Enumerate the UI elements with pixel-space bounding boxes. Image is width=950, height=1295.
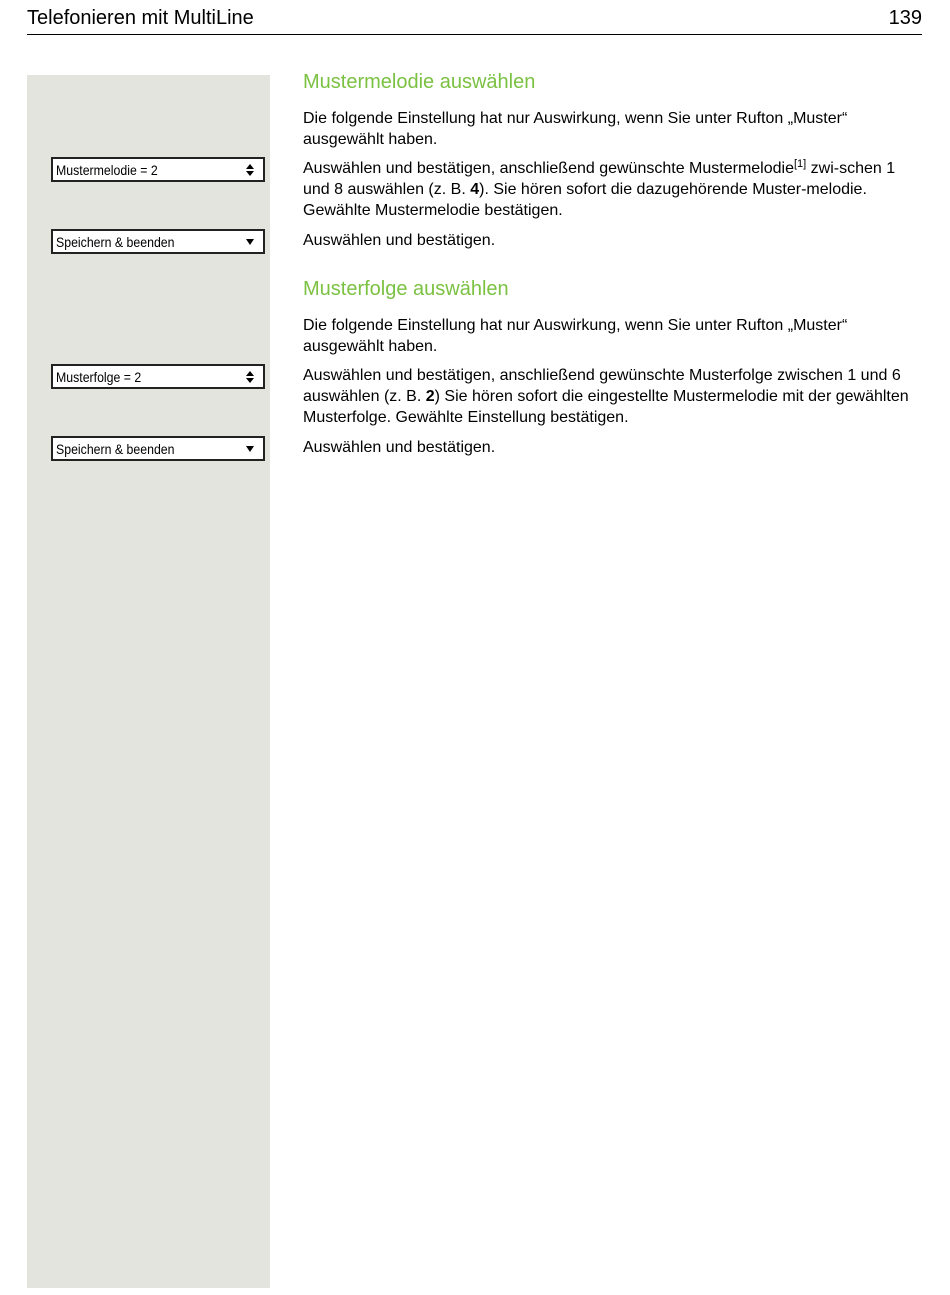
example-value: 2 (425, 388, 435, 405)
header-title: Telefonieren mit MultiLine (27, 7, 254, 29)
section-heading: Mustermelodie auswählen (303, 71, 536, 93)
menu-item-label: Musterfolge = 2 (56, 369, 142, 385)
instruction-step (303, 158, 925, 221)
instruction-step: Auswählen und bestätigen. (303, 232, 496, 249)
instruction-text: zwi-schen 1 und 8 auswählen (z. B. (303, 160, 896, 198)
instruction-step: Auswählen und bestätigen. (303, 439, 496, 456)
example-value: 4 (470, 181, 480, 198)
instruction-text: ). Sie hören sofort die dazugehörende Muster-melodie. Gewählte Mustermelodie bestätigen. (303, 181, 867, 219)
down-arrow-icon (246, 239, 254, 245)
menu-item-speichern-beenden[interactable] (51, 436, 265, 461)
page-header (27, 6, 922, 35)
menu-item-musterfolge[interactable] (51, 364, 265, 389)
instruction-text: Auswählen und bestätigen, anschließend gewünschte Musterfolge zwischen 1 und 6 auswählen (z. B. (303, 367, 901, 405)
menu-item-label: Speichern & beenden (56, 441, 175, 457)
menu-item-label: Mustermelodie = 2 (56, 162, 158, 178)
section-intro: Die folgende Einstellung hat nur Auswirkung, wenn Sie unter Rufton „Muster“ ausgewählt haben. (303, 317, 848, 355)
footnote-ref: [1] (793, 158, 807, 170)
down-arrow-icon (246, 446, 254, 452)
up-down-arrow-icon (246, 164, 254, 176)
section-intro: Die folgende Einstellung hat nur Auswirkung, wenn Sie unter Rufton „Muster“ ausgewählt haben. (303, 110, 848, 148)
instruction-step (303, 365, 925, 428)
page-number: 139 (888, 7, 922, 29)
sidebar-panel (27, 75, 270, 1288)
section-heading: Musterfolge auswählen (303, 278, 509, 300)
menu-item-speichern-beenden[interactable] (51, 229, 265, 254)
menu-item-label: Speichern & beenden (56, 234, 175, 250)
instruction-text: Auswählen und bestätigen, anschließend gewünschte Mustermelodie (303, 160, 794, 177)
menu-item-mustermelodie[interactable] (51, 157, 265, 182)
instruction-text: ) Sie hören sofort die eingestellte Mustermelodie mit der gewählten Musterfolge. Gewählte Einstellung bestätigen. (303, 388, 909, 426)
up-down-arrow-icon (246, 371, 254, 383)
